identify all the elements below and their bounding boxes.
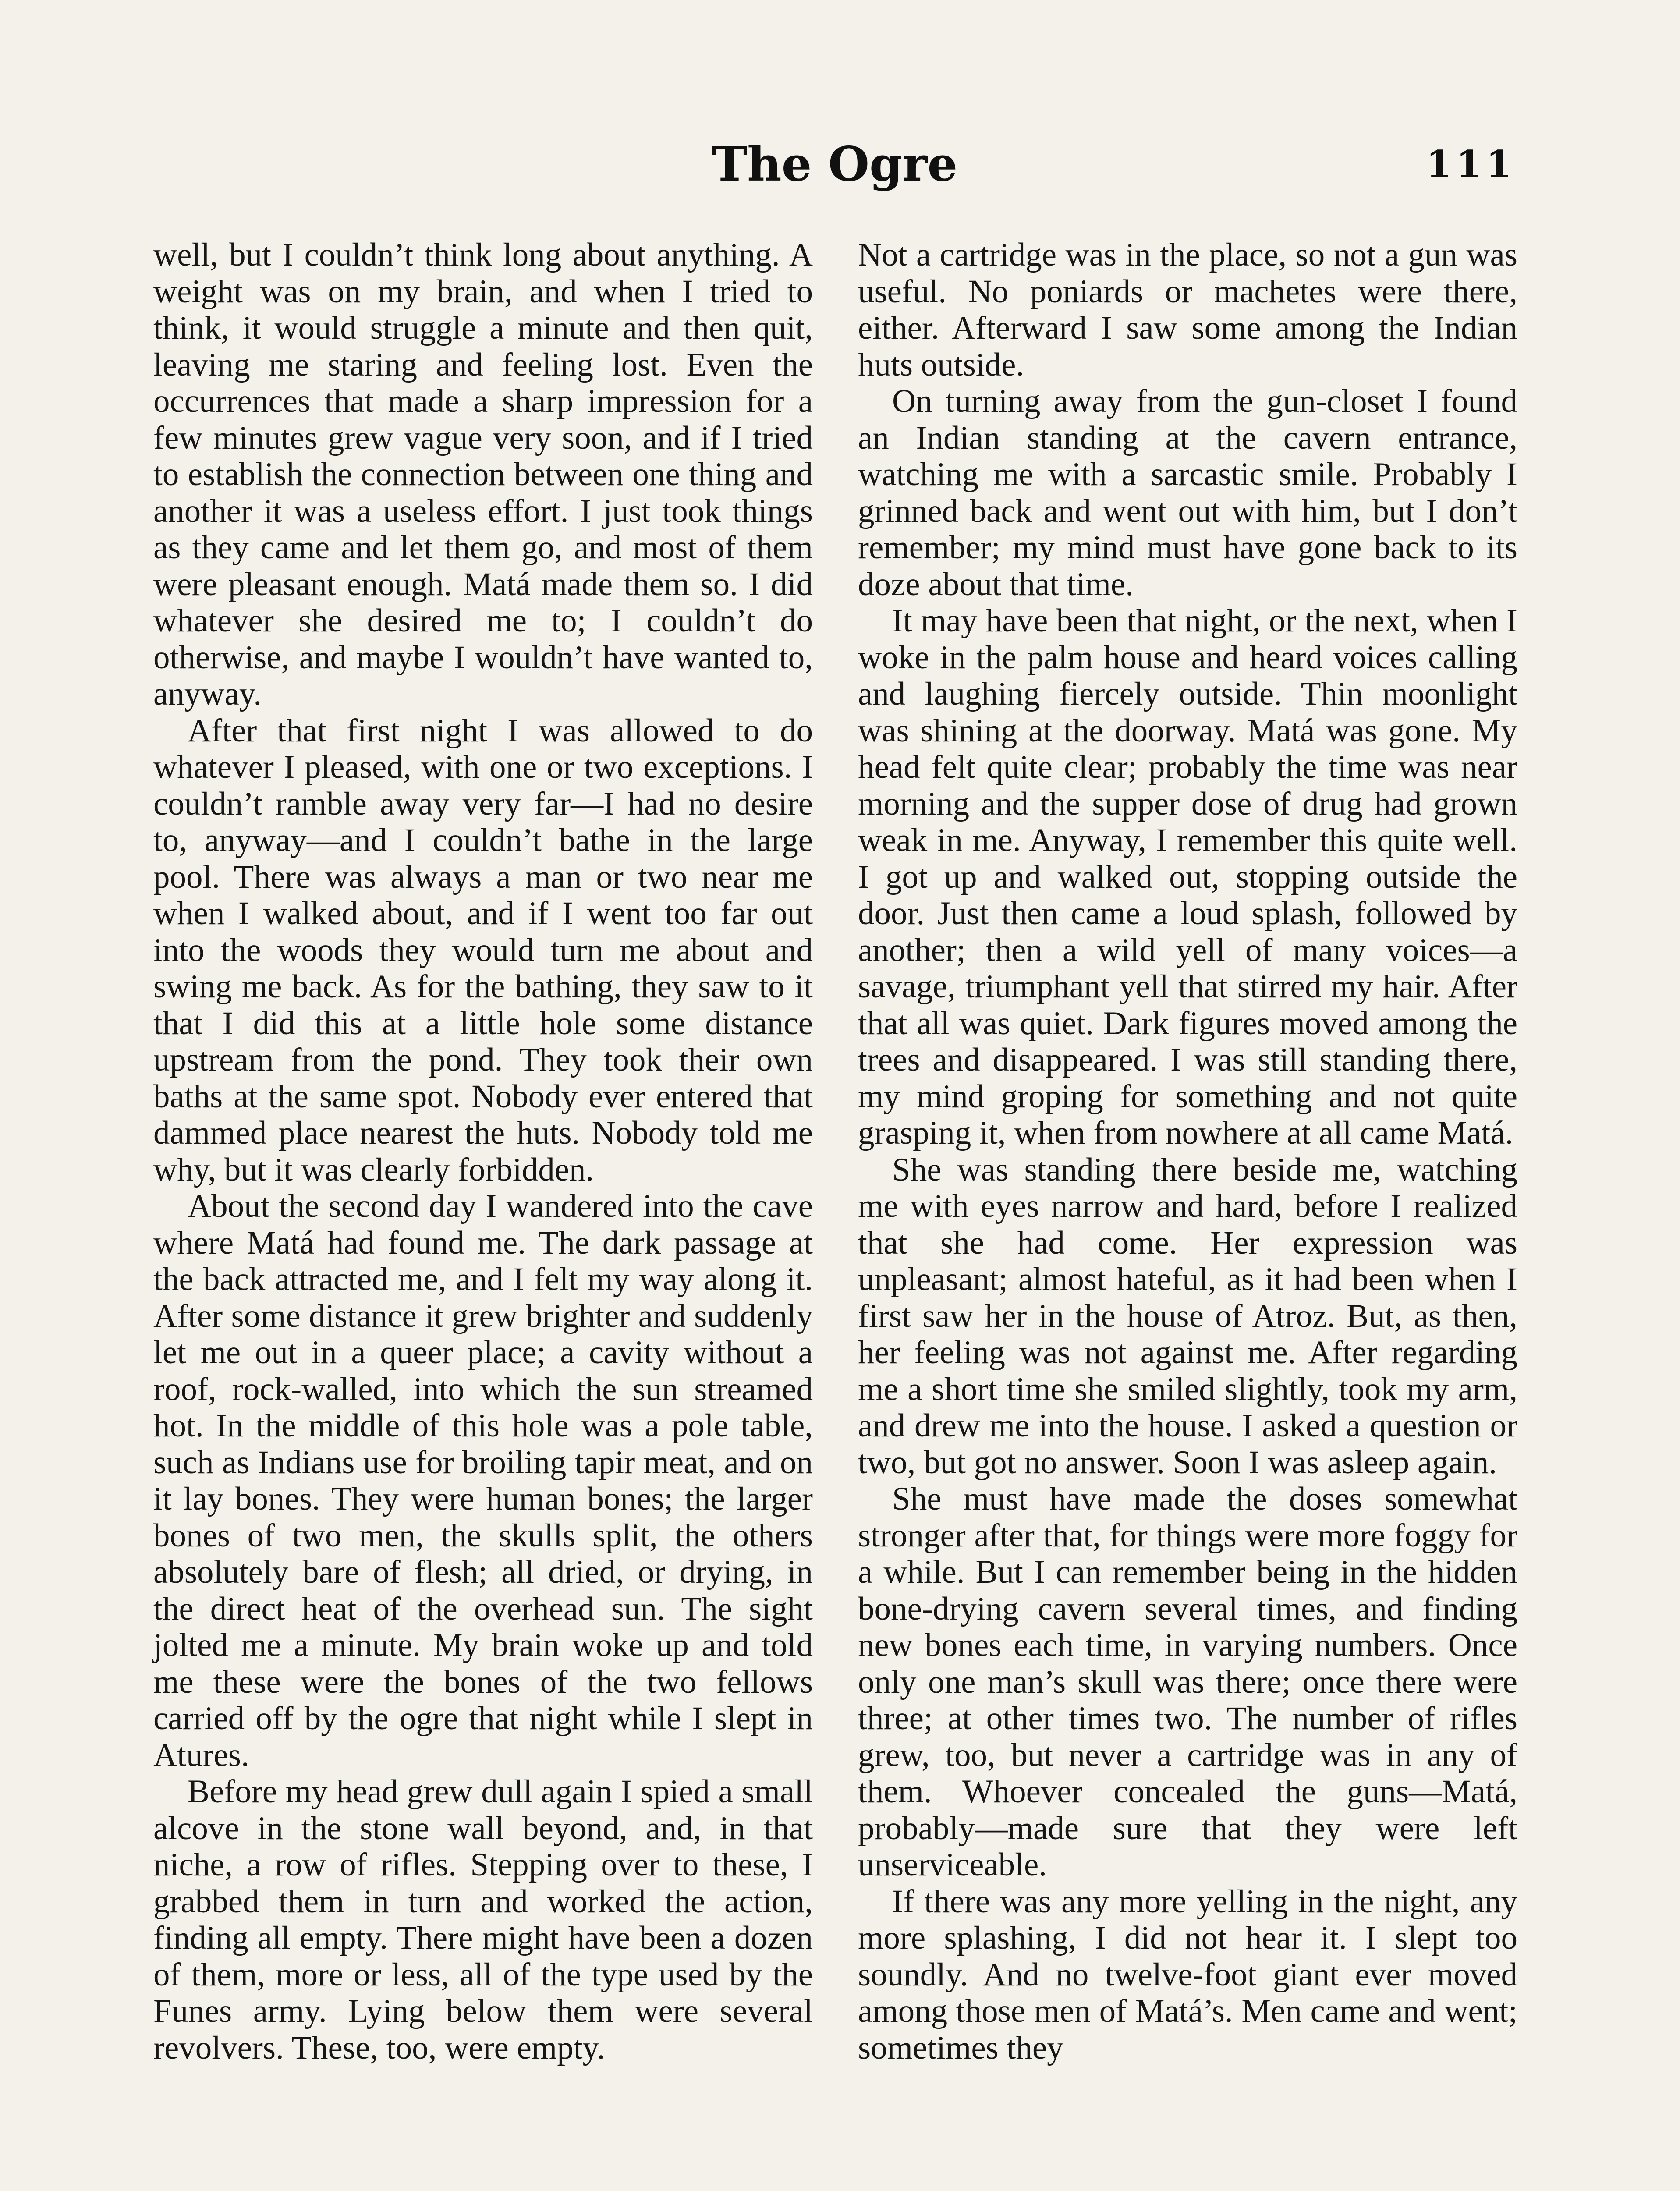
page-number: 111 <box>1426 142 1516 186</box>
paragraph: About the second day I wandered into the cave where Matá had found me. The dark passage at the back attracted me, and I felt my way along it. After some distance it grew brighter and suddenly let me out in a queer place; a cavity without a roof, rock-walled, into which the sun streamed hot. In the middle of this hole was a pole table, such as Indians use for broiling tapir meat, and on it lay bones. They were human bones; the larger bones of two men, the skulls split, the others absolutely bare of flesh; all dried, or drying, in the direct heat of the overhead sun. The sight jolted me a minute. My brain woke up and told me these were the bones of the two fellows carried off by the ogre that night while I slept in Atures. <box>153 1188 813 1773</box>
paragraph: Before my head grew dull again I spied a small alcove in the stone wall beyond, and, in that niche, a row of rifles. Stepping over to these, I grabbed them in turn and worked the action, finding all empty. There might have been a dozen of them, more or less, all of the type used by the Funes army. Lying below them were several revolvers. These, too, were empty. <box>153 1773 813 2066</box>
paragraph: If there was any more yelling in the night, any more splashing, I did not hear it. I slept too soundly. And no twelve-foot giant ever moved among those men of Matá’s. Men came and went; sometimes they <box>858 1883 1517 2066</box>
paragraph: She was standing there beside me, watching me with eyes narrow and hard, before I realized that she had come. Her expression was unpleasant; almost hateful, as it had been when I first saw her in the house of Atroz. But, as then, her feeling was not against me. After regarding me a short time she smiled slightly, took my arm, and drew me into the house. I asked a question or two, but got no answer. Soon I was asleep again. <box>858 1151 1517 1481</box>
paragraph: She must have made the doses somewhat stronger after that, for things were more foggy for a while. But I can remember being in the hidden bone-drying cavern several times, and finding new bones each time, in varying numbers. Once only one man’s skull was there; once there were three; at other times two. The number of rifles grew, too, but never a cartridge was in any of them. Whoever concealed the guns—Matá, probably—made sure that they were left unserviceable. <box>858 1481 1517 1883</box>
page-title: The Ogre <box>712 137 958 192</box>
paragraph: It may have been that night, or the next, when I woke in the palm house and heard voices calling and laughing fiercely outside. Thin moonlight was shining at the doorway. Matá was gone. My head felt quite clear; probably the time was near morning and the supper dose of drug had grown weak in me. Anyway, I remember this quite well. I got up and walked out, stopping outside the door. Just then came a loud splash, followed by another; then a wild yell of many voices—a savage, triumphant yell that stirred my hair. After that all was quiet. Dark figures moved among the trees and disappeared. I was still standing there, my mind groping for something and not quite grasping it, when from nowhere at all came Matá. <box>858 603 1517 1151</box>
paragraph: On turning away from the gun-closet I found an Indian standing at the cavern entrance, watching me with a sarcastic smile. Probably I grinned back and went out with him, but I don’t remember; my mind must have gone back to its doze about that time. <box>858 383 1517 603</box>
paragraph: well, but I couldn’t think long about anything. A weight was on my brain, and when I tried to think, it would struggle a minute and then quit, leaving me staring and feeling lost. Even the occurrences that made a sharp impression for a few minutes grew vague very soon, and if I tried to establish the connection between one thing and another it was a useless effort. I just took things as they came and let them go, and most of them were pleasant enough. Matá made them so. I did whatever she desired me to; I couldn’t do otherwise, and maybe I wouldn’t have wanted to, anyway. <box>153 237 813 712</box>
paragraph: Not a cartridge was in the place, so not a gun was useful. No poniards or machetes were there, either. Afterward I saw some among the Indian huts outside. <box>858 237 1517 383</box>
paragraph: After that first night I was allowed to do whatever I pleased, with one or two exceptions. I couldn’t ramble away very far—I had no desire to, anyway—and I couldn’t bathe in the large pool. There was always a man or two near me when I walked about, and if I went too far out into the woods they would turn me about and swing me back. As for the bathing, they saw to it that I did this at a little hole some distance upstream from the pond. They took their own baths at the same spot. Nobody ever entered that dammed place nearest the huts. Nobody told me why, but it was clearly forbidden. <box>153 712 813 1188</box>
left-column <box>153 237 813 2066</box>
page-header <box>153 131 1516 206</box>
right-column <box>858 237 1517 2066</box>
